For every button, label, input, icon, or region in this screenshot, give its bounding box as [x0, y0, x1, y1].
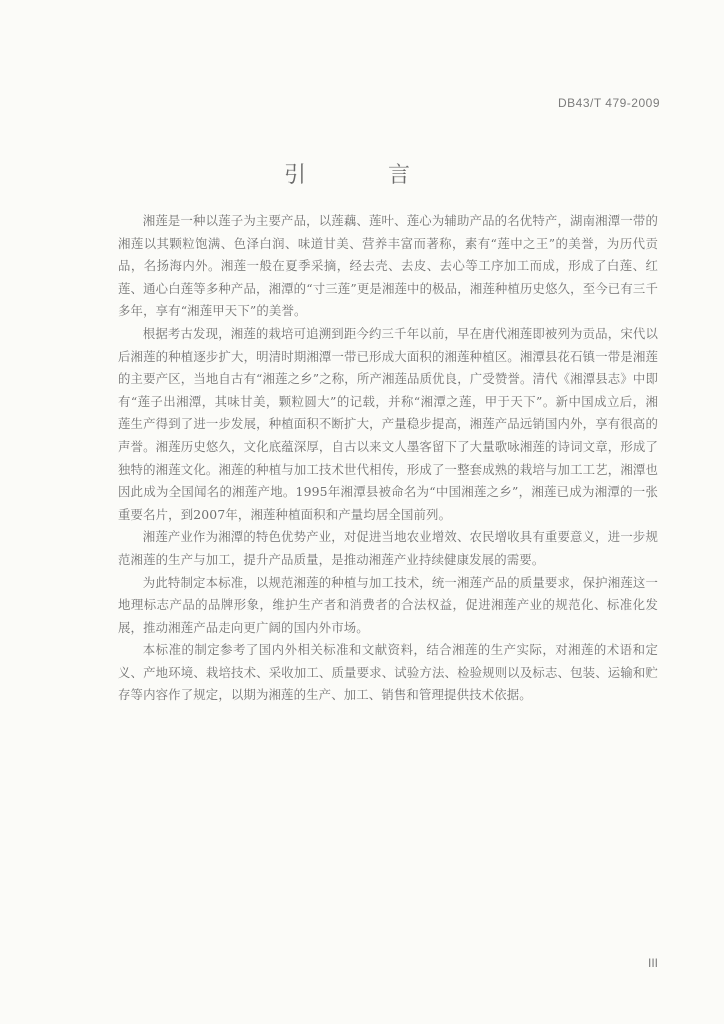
paragraph-1: 湘莲是一种以莲子为主要产品，以莲藕、莲叶、莲心为辅助产品的名优特产，湖南湘潭一带的湘莲以其颗粒饱满、色泽白润、味道甘美、营养丰富而著称，素有“莲中之王”的美誉，为历代贡品，名扬海内外。湘莲一般在夏季采摘，经去壳、去皮、去心等工序加工而成，形成了白莲、红莲、通心白莲等多种产品，湘潭的“寸三莲”更是湘莲中的极品，湘莲种植历史悠久，至今已有三千多年，享有“湘莲甲天下”的美誉。	[118, 213, 658, 319]
paragraph-5: 本标准的制定参考了国内外相关标准和文献资料，结合湘莲的生产实际，对湘莲的术语和定义、产地环境、栽培技术、采收加工、质量要求、试验方法、检验规则以及标志、包装、运输和贮存等内容作了规定，以期为湘莲的生产、加工、销售和管理提供技术依据。	[118, 642, 658, 703]
body-text	[118, 210, 658, 707]
page-number: III	[647, 956, 658, 970]
page-title: 引 言	[283, 163, 440, 188]
paragraph-3: 湘莲产业作为湘潭的特色优势产业，对促进当地农业增效、农民增收具有重要意义，进一步规范湘莲的生产与加工，提升产品质量，是推动湘莲产业持续健康发展的需要。	[118, 529, 658, 567]
paragraph-2: 根据考古发现，湘莲的栽培可追溯到距今约三千年以前，早在唐代湘莲即被列为贡品，宋代以后湘莲的种植逐步扩大，明清时期湘潭一带已形成大面积的湘莲种植区。湘潭县花石镇一带是湘莲的主要产区，当地自古有“湘莲之乡”之称，所产湘莲品质优良，广受赞誉。清代《湘潭县志》中即有“莲子出湘潭，其味甘美，颗粒圆大”的记载，并称“湘潭之莲，甲于天下”。新中国成立后，湘莲生产得到了进一步发展，种植面积不断扩大，产量稳步提高，湘莲产品远销国内外，享有很高的声誉。湘莲历史悠久，文化底蕴深厚，自古以来文人墨客留下了大量歌咏湘莲的诗词文章，形成了独特的湘莲文化。湘莲的种植与加工技术世代相传，形成了一整套成熟的栽培与加工工艺，湘潭也因此成为全国闻名的湘莲产地。1995年湘潭县被命名为“中国湘莲之乡”，湘莲已成为湘潭的一张重要名片，到2007年，湘莲种植面积和产量均居全国前列。	[118, 325, 658, 522]
standard-code: DB43/T 479-2009	[557, 96, 660, 110]
paragraph-4: 为此特制定本标准，以规范湘莲的种植与加工技术，统一湘莲产品的质量要求，保护湘莲这一地理标志产品的品牌形象，维护生产者和消费者的合法权益，促进湘莲产业的规范化、标准化发展，推动湘莲产品走向更广阔的国内外市场。	[118, 574, 658, 635]
